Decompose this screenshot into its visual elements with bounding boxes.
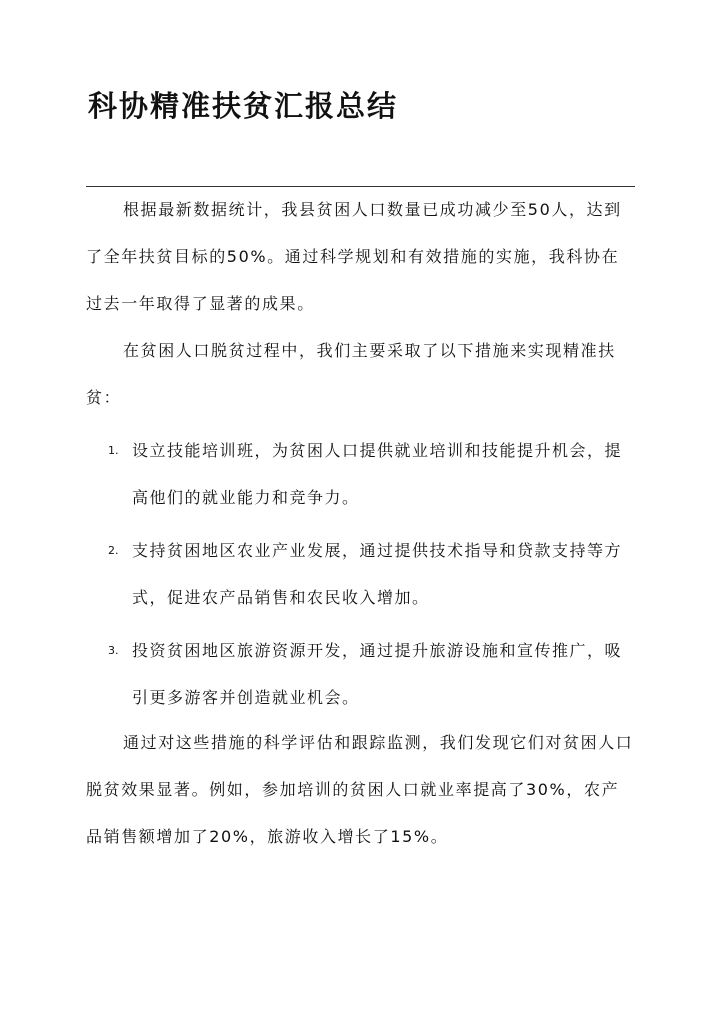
results-paragraph: 通过对这些措施的科学评估和跟踪监测，我们发现它们对贫困人口脱贫效果显著。例如，参加培训的贫困人口就业率提高了30%，农产品销售额增加了20%，旅游收入增长了15%。 <box>86 733 634 846</box>
list-item-number: 2. <box>108 544 119 557</box>
list-item <box>100 527 630 621</box>
page-title: 科协精准扶贫汇报总结 <box>88 89 399 123</box>
list-item-number: 1. <box>108 444 119 457</box>
list-item <box>100 427 630 521</box>
measures-intro-paragraph: 在贫困人口脱贫过程中，我们主要采取了以下措施来实现精准扶贫： <box>86 341 616 407</box>
list-item-text: 设立技能培训班，为贫困人口提供就业培训和技能提升机会，提高他们的就业能力和竞争力。 <box>132 441 623 507</box>
list-item <box>100 627 630 721</box>
list-item-text: 投资贫困地区旅游资源开发，通过提升旅游设施和宣传推广，吸引更多游客并创造就业机会。 <box>132 641 623 707</box>
intro-paragraph: 根据最新数据统计，我县贫困人口数量已成功减少至50人，达到了全年扶贫目标的50%。通过科学规划和有效措施的实施，我科协在过去一年取得了显著的成果。 <box>86 200 622 313</box>
measures-list <box>100 427 630 727</box>
list-item-number: 3. <box>108 644 119 657</box>
list-item-text: 支持贫困地区农业产业发展，通过提供技术指导和贷款支持等方式，促进农产品销售和农民收入增加。 <box>132 541 623 607</box>
